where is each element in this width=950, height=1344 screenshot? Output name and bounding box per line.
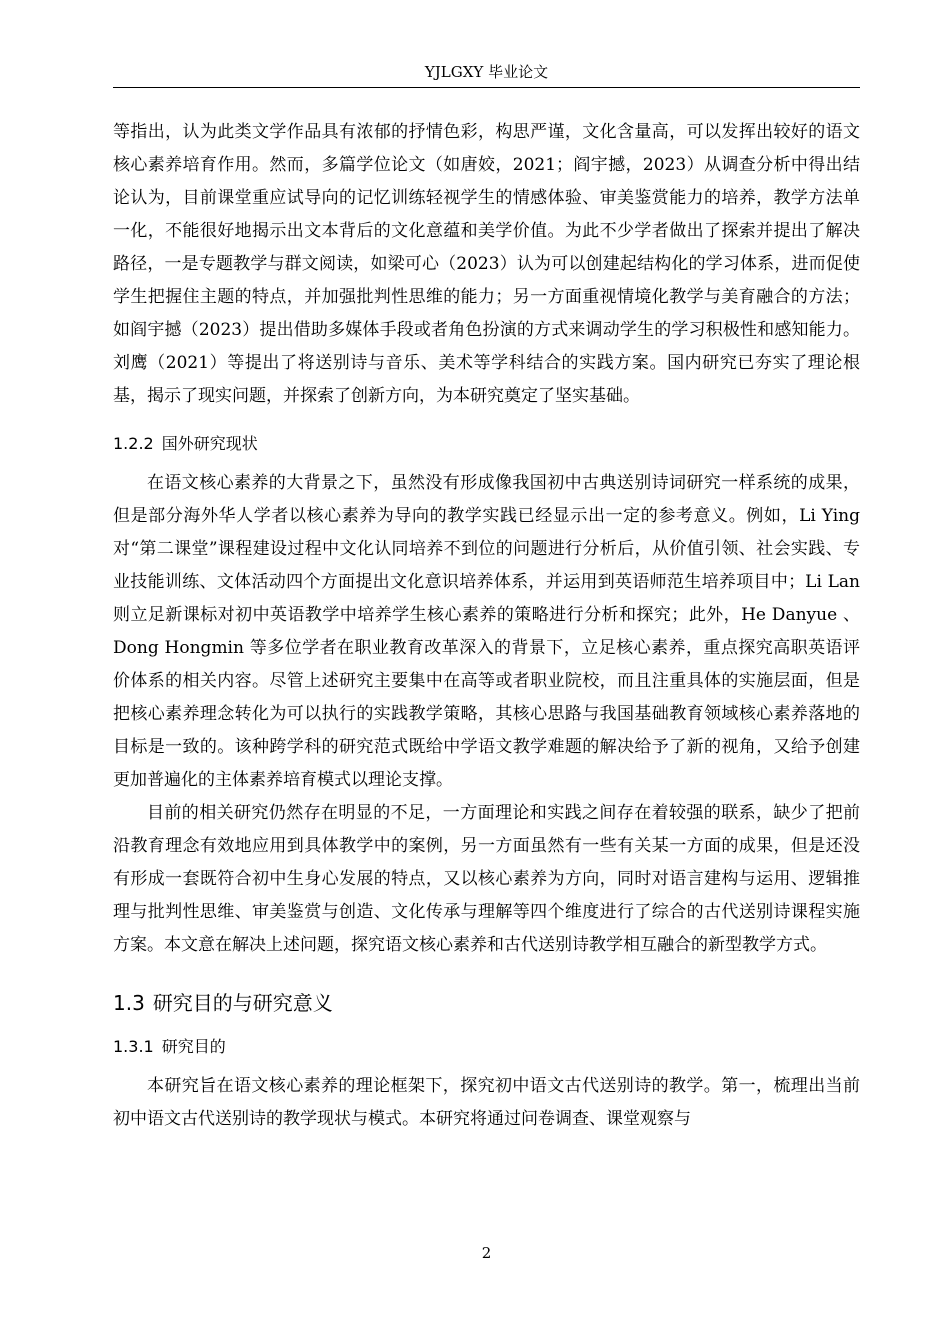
section-number: 1.3 <box>113 991 145 1015</box>
section-heading-1-3-1 <box>113 1036 860 1058</box>
section-title: 研究目的 <box>161 1037 226 1056</box>
page-number <box>113 1244 860 1262</box>
paragraph-domestic-research-continued: 等指出，认为此类文学作品具有浓郁的抒情色彩，构思严谨，文化含量高，可以发挥出较好的语文核心素养培育作用。然而，多篇学位论文（如唐姣，2021；阎宇撼，2023）从调查分析中得出结论认为，目前课堂重应试导向的记忆训练轻视学生的情感体验、审美鉴赏能力的培养，教学方法单一化，不能很好地揭示出文本背后的文化意蕴和美学价值。为此不少学者做出了探索并提出了解决路径，一是专题教学与群文阅读，如梁可心（2023）认为可以创建起结构化的学习体系，进而促使学生把握住主题的特点，并加强批判性思维的能力；另一方面重视情境化教学与美育融合的方法；如阎宇撼（2023）提出借助多媒体手段或者角色扮演的方式来调动学生的学习积极性和感知能力。刘鹰（2021）等提出了将送别诗与音乐、美术等学科结合的实践方案。国内研究已夯实了理论根基，揭示了现实问题，并探索了创新方向，为本研究奠定了坚实基础。 <box>113 122 860 406</box>
page-header <box>113 62 860 82</box>
paragraph-foreign-research: 在语文核心素养的大背景之下，虽然没有形成像我国初中古典送别诗词研究一样系统的成果，但是部分海外华人学者以核心素养为导向的教学实践已经显示出一定的参考意义。例如，Li Ying 对“第二课堂”课程建设过程中文化认同培养不到位的问题进行分析后，从价值引领、社会实践、专业技能训练、文体活动四个方面提出文化意识培养体系，并运用到英语师范生培养项目中；Li Lan 则立足新课标对初中英语教学中培养学生核心素养的策略进行分析和探究；此外，He Danyue 、Dong Hongmin 等多位学者在职业教育改革深入的背景下，立足核心素养，重点探究高职英语评价体系的相关内容。尽管上述研究主要集中在高等或者职业院校，而且注重具体的实施层面，但是把核心素养理念转化为可以执行的实践教学策略，其核心思路与我国基础教育领域核心素养落地的目标是一致的。该种跨学科的研究范式既给中学语文教学难题的解决给予了新的视角，又给予创建更加普遍化的主体素养培育模式以理论支撑。 <box>113 473 860 790</box>
page-number-text: 2 <box>481 1244 492 1262</box>
paragraph-research-gaps: 目前的相关研究仍然存在明显的不足，一方面理论和实践之间存在着较强的联系，缺少了把前沿教育理念有效地应用到具体教学中的案例，另一方面虽然有一些有关某一方面的成果，但是还没有形成一套既符合初中生身心发展的特点，又以核心素养为方向，同时对语言建构与运用、逻辑推理与批判性思维、审美鉴赏与创造、文化传承与理解等四个维度进行了综合的古代送别诗课程实施方案。本文意在解决上述问题，探究语文核心素养和古代送别诗教学相互融合的新型教学方式。 <box>113 803 860 955</box>
main-content <box>113 116 860 1136</box>
section-heading-1-2-2 <box>113 433 860 455</box>
section-number: 1.2.2 <box>113 434 154 453</box>
paragraph-research-purpose: 本研究旨在语文核心素养的理论框架下，探究初中语文古代送别诗的教学。第一，梳理出当前初中语文古代送别诗的教学现状与模式。本研究将通过问卷调查、课堂观察与 <box>113 1076 860 1129</box>
section-heading-1-3 <box>113 990 860 1016</box>
header-divider <box>113 87 860 88</box>
header-title: YJLGXY 毕业论文 <box>424 63 549 81</box>
section-number: 1.3.1 <box>113 1037 154 1056</box>
section-title: 研究目的与研究意义 <box>152 991 333 1015</box>
section-title: 国外研究现状 <box>161 434 258 453</box>
